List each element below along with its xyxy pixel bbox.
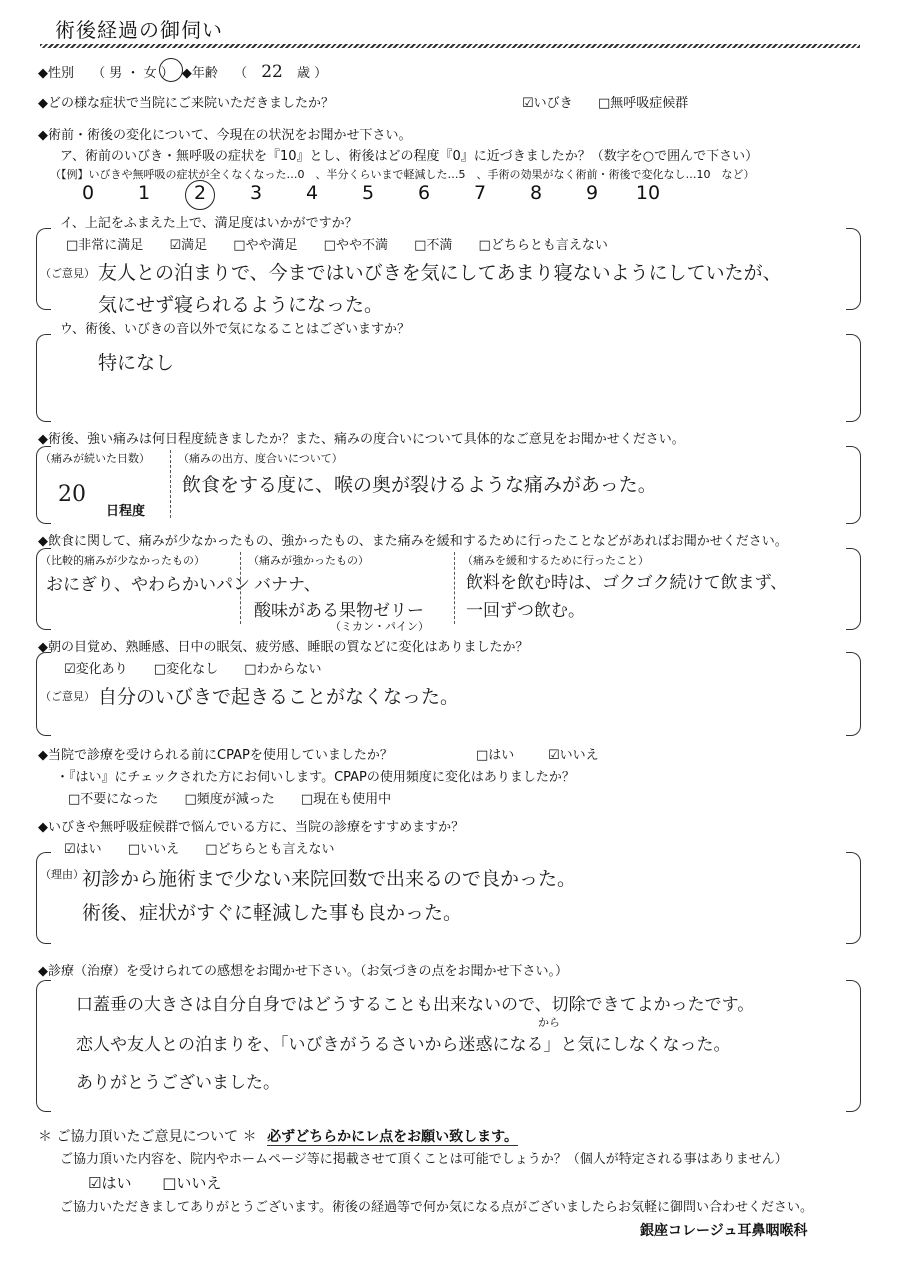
q5-changed[interactable]: ☑変化あり bbox=[64, 662, 128, 677]
sat-very-satisfied[interactable]: □非常に満足 bbox=[66, 238, 144, 253]
footer-no[interactable]: □いいえ bbox=[162, 1174, 222, 1192]
q7-no[interactable]: □いいえ bbox=[127, 842, 180, 857]
q4-strong-line1: バナナ、 bbox=[254, 575, 321, 595]
q4-bracket-right bbox=[846, 548, 861, 630]
q4-strong-label: （痛みが強かったもの） bbox=[248, 554, 369, 567]
q2-i-bracket-right bbox=[846, 228, 861, 310]
scale-4[interactable]: 4 bbox=[305, 182, 319, 204]
q1-snoring-checkbox[interactable]: ☑いびき bbox=[522, 96, 573, 111]
q2-u-text: ウ、術後、いびきの音以外で気になることはございますか？ bbox=[60, 322, 410, 337]
gender-label: ◆性別 bbox=[38, 66, 74, 81]
footer-permission: ご協力頂いた内容を、院内やホームページ等に掲載させて頂くことは可能でしょうか？（個人が特定される事はありません） bbox=[60, 1152, 788, 1167]
q6-less-frequent[interactable]: □頻度が減った bbox=[184, 792, 275, 807]
female-circle-mark bbox=[159, 58, 183, 82]
q6-still-using[interactable]: □現在も使用中 bbox=[300, 792, 392, 807]
q3-days-unit: 日程度 bbox=[106, 504, 146, 519]
q3-days-label: （痛みが続いた日数） bbox=[40, 452, 150, 465]
q4-divider-2 bbox=[454, 552, 455, 624]
gender-male[interactable]: 男 bbox=[109, 66, 123, 81]
footer-note-bold: 必ずどちらかにレ点をお願い致します。 bbox=[267, 1129, 518, 1145]
q2-u-bracket-left bbox=[36, 334, 51, 422]
sat-neither[interactable]: □どちらとも言えない bbox=[478, 238, 608, 253]
q2-opinion-label: （ご意見） bbox=[40, 267, 95, 280]
sat-satisfied[interactable]: ☑満足 bbox=[169, 238, 208, 253]
q6-text: ◆当院で診療を受けられる前にCPAPを使用していましたか？ bbox=[38, 748, 393, 763]
clinic-name: 銀座コレージュ耳鼻咽喉科 bbox=[640, 1223, 808, 1239]
q4-divider-1 bbox=[240, 552, 241, 624]
q6-unnecessary[interactable]: □不要になった bbox=[68, 792, 159, 807]
q7-yes[interactable]: ☑はい bbox=[64, 842, 102, 857]
scale-10[interactable]: 10 bbox=[635, 182, 661, 204]
q6-no[interactable]: ☑いいえ bbox=[548, 748, 599, 763]
footer-note bbox=[38, 1126, 518, 1146]
q3-bracket-right bbox=[846, 446, 861, 524]
q3-detail: 飲食をする度に、喉の奥が裂けるような痛みがあった。 bbox=[182, 474, 657, 496]
sat-somewhat-dissatisfied[interactable]: □やや不満 bbox=[323, 238, 388, 253]
age-close: ） bbox=[314, 66, 328, 81]
q1-text: ◆どの様な症状で当院にご来院いただきましたか？ bbox=[38, 96, 334, 111]
scale-selected-circle bbox=[185, 180, 215, 210]
q6-sub-options bbox=[68, 788, 391, 807]
age-unit: 歳 bbox=[297, 66, 311, 81]
q8-line2: 恋人や友人との泊まりを、「いびきがうるさいから迷惑になる」と気にしなくなった。 bbox=[76, 1035, 731, 1055]
scale-7[interactable]: 7 bbox=[473, 182, 487, 204]
q8-line2-note: から bbox=[538, 1016, 560, 1029]
scale-1[interactable]: 1 bbox=[137, 182, 151, 204]
q2-u-answer: 特になし bbox=[98, 352, 175, 374]
gender-female[interactable]: 女 bbox=[143, 66, 157, 81]
q7-reason-label: （理由） bbox=[40, 868, 84, 881]
q3-days-value: 20 bbox=[58, 482, 86, 507]
q3-text: ◆術後、強い痛みは何日程度続きましたか？また、痛みの度合いについて具体的なご意見をお聞かせください。 bbox=[38, 432, 685, 447]
q2-i-text: イ、上記をふまえた上で、満足度はいかがですか？ bbox=[60, 216, 358, 231]
q7-reason-line2: 術後、症状がすぐに軽減した事も良かった。 bbox=[82, 902, 463, 924]
q2-scale bbox=[60, 182, 676, 204]
scale-6[interactable]: 6 bbox=[417, 182, 431, 204]
scale-3[interactable]: 3 bbox=[249, 182, 263, 204]
q7-bracket-right bbox=[846, 852, 861, 944]
q2-example: （【例】いびきや無呼吸の症状が全くなくなった…0 、半分くらいまで軽減した…5 、手術の効果がなく術前・術後で変化なし…10 など） bbox=[50, 168, 755, 181]
q6-sub: ・『はい』にチェックされた方にお伺いします。CPAPの使用頻度に変化はありましたか？ bbox=[56, 770, 575, 785]
q7-text: ◆いびきや無呼吸症候群で悩んでいる方に、当院の診療をすすめますか？ bbox=[38, 820, 465, 835]
q2-opinion-line2: 気にせず寝られるようになった。 bbox=[98, 294, 384, 316]
scale-2[interactable]: 2 bbox=[193, 182, 207, 204]
q4-strong-line2: 酸味がある果物ゼリー bbox=[254, 601, 424, 621]
q5-unknown[interactable]: □わからない bbox=[244, 662, 322, 677]
q2-i-options bbox=[66, 234, 608, 253]
q6-yes[interactable]: □はい bbox=[476, 748, 515, 763]
scale-8[interactable]: 8 bbox=[529, 182, 543, 204]
q8-text: ◆診療（治療）を受けられての感想をお聞かせ下さい。（お気づきの点をお聞かせ下さい。） bbox=[38, 964, 568, 979]
q7-neither[interactable]: □どちらとも言えない bbox=[205, 842, 335, 857]
q5-bracket-right bbox=[846, 652, 861, 736]
q3-detail-label: （痛みの出方、度合いについて） bbox=[178, 452, 343, 465]
q5-options bbox=[64, 658, 322, 677]
q4-relief-line1: 飲料を飲む時は、ゴクゴク続けて飲まず、 bbox=[466, 573, 788, 593]
q8-line3: ありがとうございました。 bbox=[76, 1073, 280, 1093]
scale-0[interactable]: 0 bbox=[81, 182, 95, 204]
q8-bracket-left bbox=[36, 980, 51, 1112]
q5-text: ◆朝の目覚め、熟睡感、日中の眠気、疲労感、睡眠の質などに変化はありましたか？ bbox=[38, 640, 529, 655]
gender-close: ） bbox=[160, 66, 174, 81]
q2-opinion-line1: 友人との泊まりで、今まではいびきを気にしてあまり寝ないようにしていたが、 bbox=[98, 262, 782, 284]
q5-no-change[interactable]: □変化なし bbox=[153, 662, 219, 677]
gender-dot: ・ bbox=[126, 66, 140, 81]
q2-a-text: ア、術前のいびき・無呼吸の症状を『10』とし、術後はどの程度『0』に近づきましたか？（数字を○で囲んで下さい） bbox=[60, 149, 759, 164]
q2-text: ◆術前・術後の変化について、今現在の状況をお聞かせ下さい。 bbox=[38, 128, 412, 143]
title-divider bbox=[40, 44, 860, 48]
gender-open: （ bbox=[92, 66, 106, 81]
page-title: 術後経過の御伺い bbox=[55, 18, 223, 42]
footer-note-text: ＊ ご協力頂いたご意見について ＊ bbox=[38, 1129, 257, 1145]
q2-u-bracket-right bbox=[846, 334, 861, 422]
q4-less: おにぎり、やわらかいパン bbox=[46, 575, 250, 595]
sat-somewhat-satisfied[interactable]: □やや満足 bbox=[233, 238, 298, 253]
q8-line1: 口蓋垂の大きさは自分自身ではどうすることも出来ないので、切除できてよかったです。 bbox=[76, 995, 755, 1015]
footer-thanks: ご協力いただきましてありがとうございます。術後の経過等で何か気になる点がございましたらお気軽に御問い合わせください。 bbox=[60, 1200, 813, 1215]
q7-reason-line1: 初診から施術まで少ない来院回数で出来るので良かった。 bbox=[82, 868, 577, 890]
q5-opinion: 自分のいびきで起きることがなくなった。 bbox=[98, 686, 460, 708]
q4-less-label: （比較的痛みが少なかったもの） bbox=[40, 554, 205, 567]
q7-options bbox=[64, 838, 335, 857]
q1-apnea-checkbox[interactable]: □無呼吸症候群 bbox=[598, 96, 689, 111]
q4-relief-label: （痛みを緩和するために行ったこと） bbox=[462, 554, 649, 567]
q4-strong-note: （ミカン・パイン） bbox=[330, 620, 429, 633]
q8-bracket-right bbox=[846, 980, 861, 1112]
age-label: ◆年齢 bbox=[181, 66, 218, 81]
age-value[interactable]: 22 bbox=[261, 62, 283, 82]
footer-yes[interactable]: ☑はい bbox=[88, 1174, 132, 1192]
q3-divider bbox=[170, 450, 171, 518]
q4-text: ◆飲食に関して、痛みが少なかったもの、強かったもの、また痛みを緩和するために行ったことなどがあればお聞かせください。 bbox=[38, 534, 788, 549]
age-open: （ bbox=[234, 66, 248, 81]
footer-options bbox=[88, 1172, 221, 1193]
scale-5[interactable]: 5 bbox=[361, 182, 375, 204]
scale-9[interactable]: 9 bbox=[585, 182, 599, 204]
q5-opinion-label: （ご意見） bbox=[40, 690, 95, 703]
sat-dissatisfied[interactable]: □不満 bbox=[414, 238, 453, 253]
q4-relief-line2: 一回ずつ飲む。 bbox=[466, 601, 585, 621]
